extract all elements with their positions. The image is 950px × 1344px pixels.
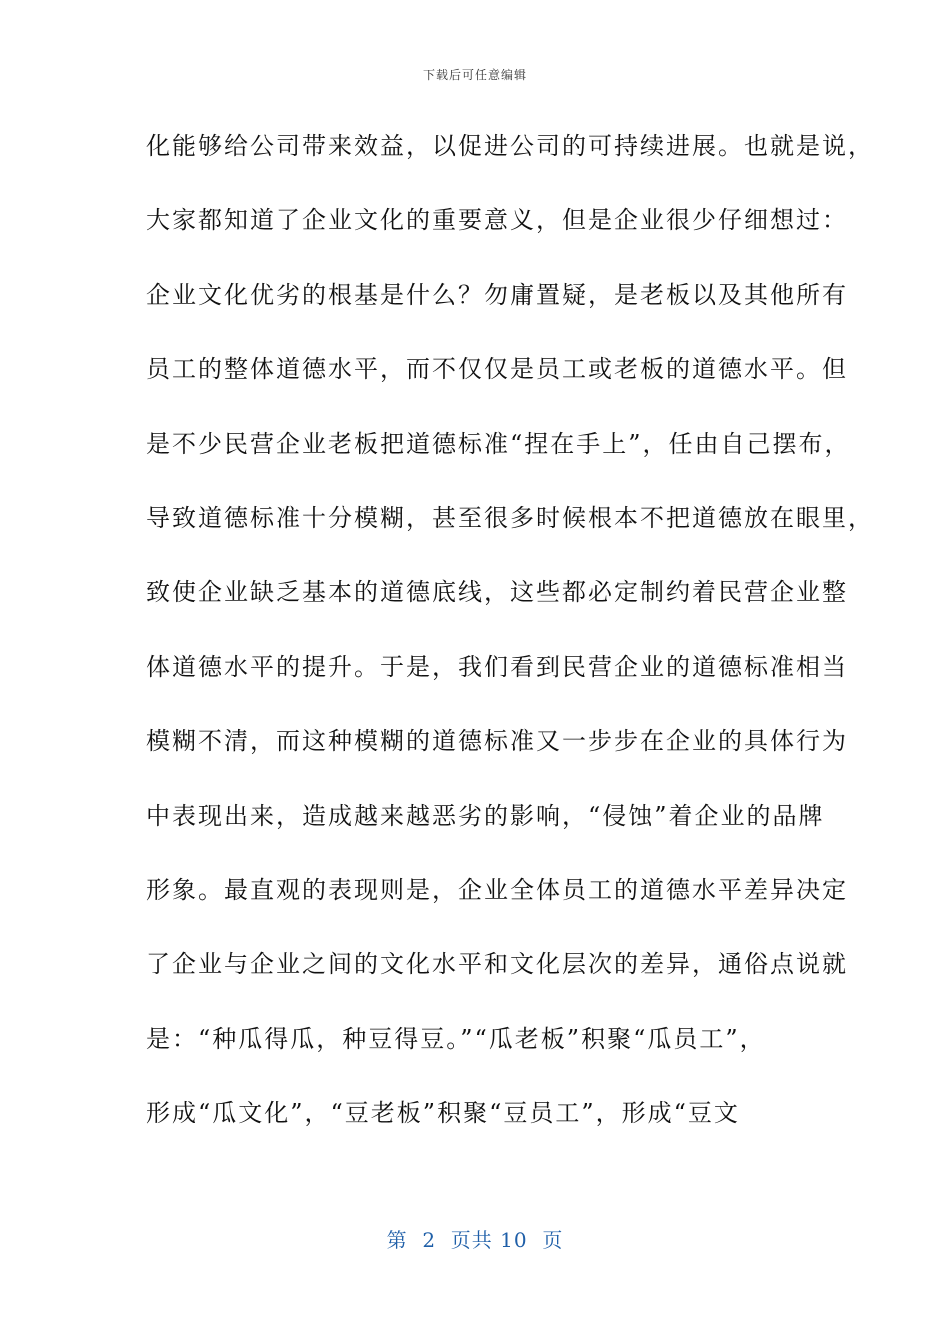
text-line: 了企业与企业之间的文化水平和文化层次的差异，通俗点说就 bbox=[146, 950, 848, 979]
page-header: 下载后可任意编辑 bbox=[422, 68, 527, 82]
text-line: 致使企业缺乏基本的道德底线，这些都必定制约着民营企业整 bbox=[146, 578, 848, 607]
text-line: 形象。最直观的表现则是，企业全体员工的道德水平差异决定 bbox=[146, 875, 848, 904]
text-line: 员工的整体道德水平，而不仅仅是员工或老板的道德水平。但 bbox=[146, 355, 848, 384]
page-number-footer: 第 2 页共 10 页 bbox=[386, 1228, 564, 1252]
text-line: 化能够给公司带来效益，以促进公司的可持续进展。也就是说， bbox=[146, 132, 874, 160]
text-line: 导致道德标准十分模糊，甚至很多时候根本不把道德放在眼里， bbox=[146, 503, 874, 532]
text-line: 模糊不清，而这种模糊的道德标准又一步步在企业的具体行为 bbox=[146, 727, 848, 756]
text-line: 是：“种瓜得瓜，种豆得豆。”“瓜老板”积聚“瓜员工”， bbox=[146, 1024, 766, 1053]
text-line: 形成“瓜文化”，“豆老板”积聚“豆员工”，形成“豆文 bbox=[146, 1099, 740, 1128]
text-line: 体道德水平的提升。于是，我们看到民营企业的道德标准相当 bbox=[146, 652, 848, 681]
text-line: 是不少民营企业老板把道德标准“捏在手上”，任由自己摆布， bbox=[146, 429, 851, 458]
text-line: 大家都知道了企业文化的重要意义，但是企业很少仔细想过： bbox=[146, 206, 848, 235]
text-line: 企业文化优劣的根基是什么？勿庸置疑，是老板以及其他所有 bbox=[146, 280, 848, 309]
text-line: 中表现出来，造成越来越恶劣的影响，“侵蚀”着企业的品牌 bbox=[146, 801, 825, 830]
body-text bbox=[146, 124, 874, 1165]
